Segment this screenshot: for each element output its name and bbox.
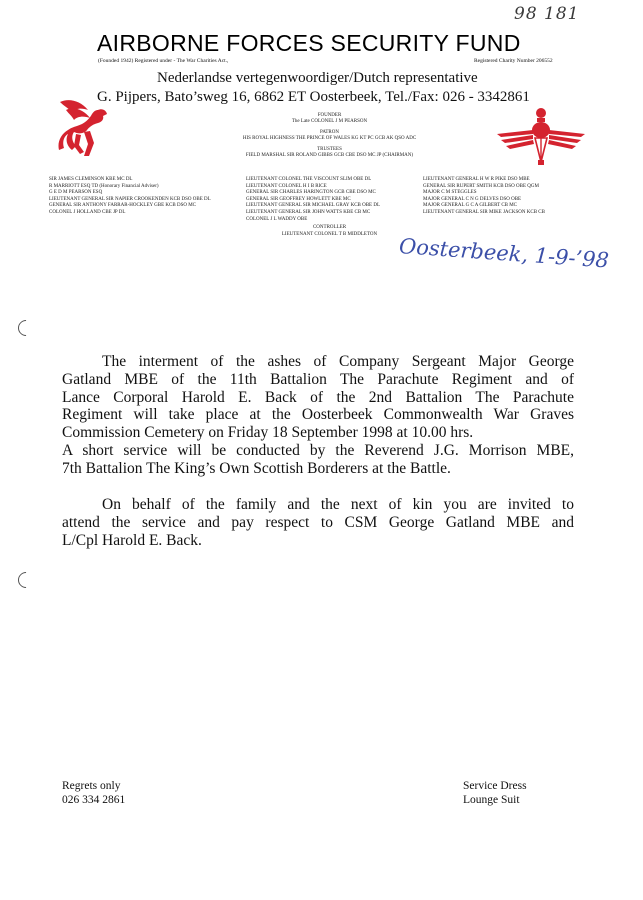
paragraph-line: Gatland MBE of the 11th Battalion The Parachute Regiment and of [62,370,574,388]
patron-label: PATRON [320,130,339,135]
trustee-name: GENERAL SIR GEOFFREY HOWLETT KBE MC [246,196,351,202]
letterhead-title: AIRBORNE FORCES SECURITY FUND [97,30,521,56]
trustee-name: MAJOR C M STEGGLES [423,190,477,196]
representative-heading: Nederlandse vertegenwoordiger/Dutch representative [157,70,478,86]
regrets-label: Regrets only [62,780,121,792]
trustee-name: COLONEL J L WADDY OBE [246,216,308,222]
trustee-name: LIEUTENANT GENERAL SIR MICHAEL GRAY KCB OBE DL [246,203,381,209]
trustee-name: G E D M PEARSON ESQ [49,190,103,196]
regrets-phone: 026 334 2861 [62,794,126,806]
trustee-name: LIEUTENANT COLONEL THE VISCOUNT SLIM OBE DL [246,177,372,182]
paragraph-line: Regiment will take place at the Oosterbeek Commonwealth War Graves [62,406,574,424]
trustees-chairman: FIELD MARSHAL SIR ROLAND GIBBS GCB CBE DSO MC JP (CHAIRMAN) [245,153,414,158]
regrets-block [62,779,125,807]
charity-number: Registered Charity Number 206552 [474,58,553,64]
trustee-name: MAJOR GENERAL C N G DELVES DSO OBE [423,196,522,202]
dress-code-line: Lounge Suit [463,794,520,806]
trustees-column-left [49,177,211,217]
dress-code-block [463,779,527,807]
paragraph-line: Lance Corporal Harold E. Back of the 2nd Battalion The Parachute [62,388,574,406]
punch-hole-icon [15,317,38,340]
invitation-paragraph [62,353,574,478]
trustee-name: SIR JAMES CLEMINSON KBE MC DL [49,177,133,182]
trustee-name: GENERAL SIR RUPERT SMITH KCB DSO OBE QGM [423,183,539,189]
trustee-name: R MARRIOTT ESQ TD (Honorary Financial Adviser) [49,183,159,189]
founder-label: FOUNDER [317,113,342,118]
founded-note: (Founded 1942) Registered under - The War Charities Act., [98,58,229,64]
trustee-name: COLONEL J HOLLAND CBE JP DL [49,209,126,215]
trustees-label: TRUSTEES [317,147,342,152]
invitation-paragraph [62,496,574,549]
founder-name: The Late COLONEL J M PEARSON [291,119,368,124]
trustees-column-middle [246,177,380,223]
patron-name: HIS ROYAL HIGHNESS THE PRINCE OF WALES KG KT PC GCB AK QSO ADC [242,136,417,141]
controller-label: CONTROLLER [312,225,347,230]
trustee-name: LIEUTENANT GENERAL SIR MIKE JACKSON KCB CB [423,209,545,215]
controller-name: LIEUTENANT COLONEL T B MIDDLETON [281,232,378,237]
trustee-name: LIEUTENANT GENERAL SIR JOHN WATTS KBE CB MC [246,209,371,215]
paragraph-line: L/Cpl Harold E. Back. [62,531,202,549]
archive-reference-note: 98 181 [514,4,580,24]
paragraph-line: On behalf of the family and the next of kin you are invited to [102,496,574,513]
trustee-name: LIEUTENANT GENERAL SIR NAPIER CROOKENDEN KCB DSO OBE DL [49,196,211,202]
trustee-name: MAJOR GENERAL G C A GILBERT CB MC [423,203,518,209]
trustee-name: LIEUTENANT GENERAL H W R PIKE DSO MBE [423,177,530,182]
paragraph-line: Commission Cemetery on Friday 18 September 1998 at 10.00 hrs. [62,424,474,442]
dress-code-line: Service Dress [463,780,527,792]
paragraph-line: A short service will be conducted by the Reverend J.G. Morrison MBE, [62,441,574,459]
trustees-column-right [423,177,545,217]
trustee-name: GENERAL SIR ANTHONY FARRAR-HOCKLEY GBE KCB DSO MC [49,203,196,209]
paragraph-line: attend the service and pay respect to CSM George Gatland MBE and [62,513,574,531]
representative-address: G. Pijpers, Bato’sweg 16, 6862 ET Oosterbeek, Tel./Fax: 026 - 3342861 [97,89,530,105]
paragraph-line: 7th Battalion The King’s Own Scottish Borderers at the Battle. [62,459,451,477]
trustee-name: LIEUTENANT COLONEL H I B RICE [246,183,327,189]
trustee-name: GENERAL SIR CHARLES HARINGTON GCB CBE DSO MC [246,190,376,196]
paragraph-line: The interment of the ashes of Company Sergeant Major George [102,353,574,370]
handwritten-date: Oosterbeek, 1-9-’98 [398,234,610,273]
punch-hole-icon [15,569,38,592]
